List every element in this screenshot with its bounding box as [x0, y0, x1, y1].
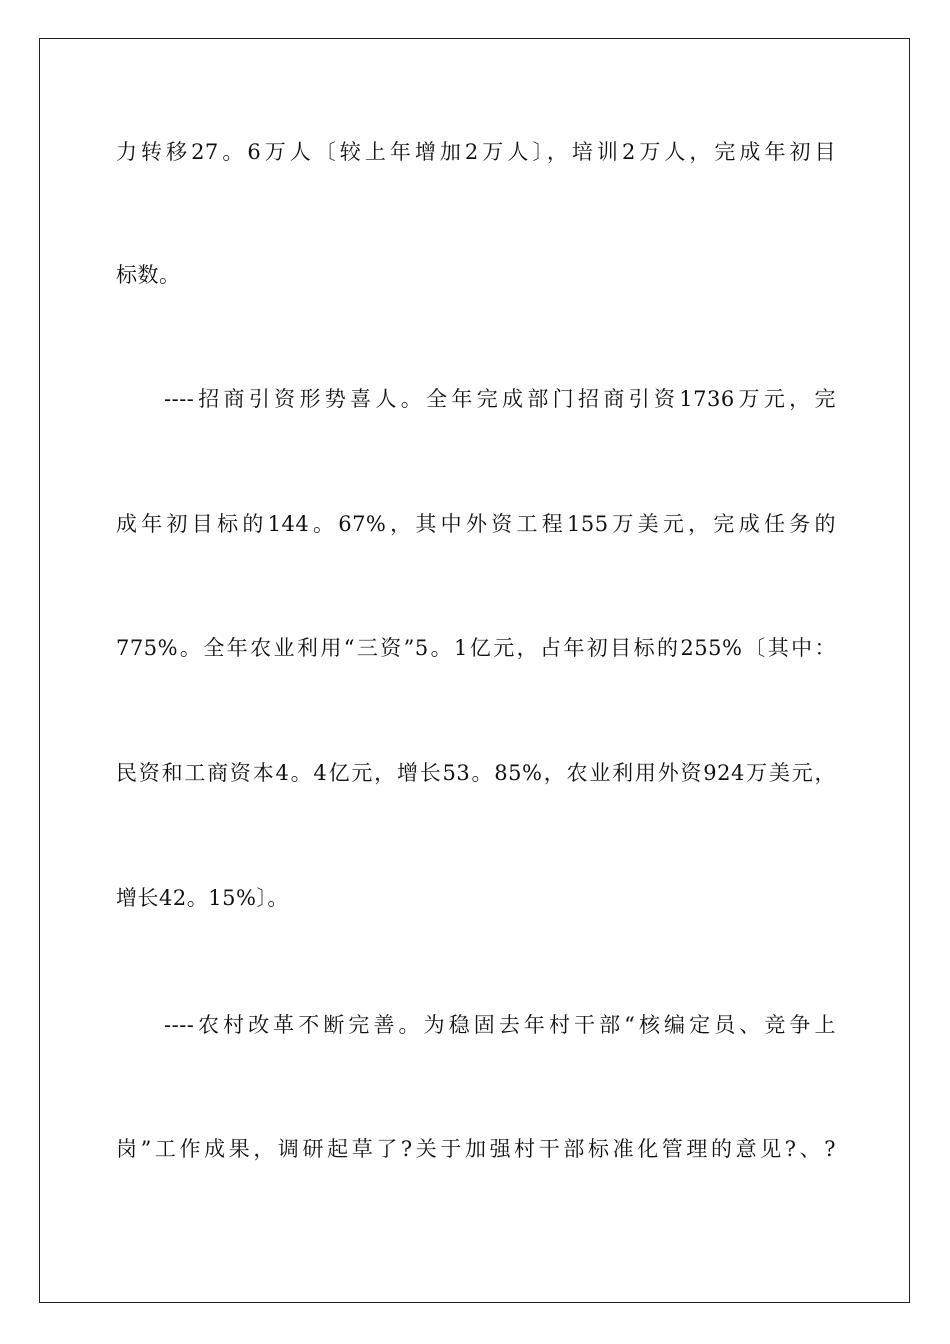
text-line-1: 力转移27。6万人〔较上年增加2万人〕，培训2万人，完成年初目: [116, 140, 836, 164]
text-line-9: 岗”工作成果，调研起草了?关于加强村干部标准化管理的意见?、?: [116, 1137, 836, 1161]
text-line-7: 增长42。15%〕。: [116, 886, 289, 910]
page-frame: [39, 38, 910, 1303]
text-line-5: 775%。全年农业利用“三资”5。1亿元，占年初目标的255%〔其中：: [116, 636, 836, 660]
text-line-8: ----农村改革不断完善。为稳固去年村干部“核编定员、竞争上: [164, 1013, 836, 1037]
text-line-2: 标数。: [116, 263, 181, 287]
text-line-3: ----招商引资形势喜人。全年完成部门招商引资1736万元，完: [164, 387, 836, 411]
text-line-4: 成年初目标的144。67%，其中外资工程155万美元，完成任务的: [116, 512, 836, 536]
text-line-6: 民资和工商资本4。4亿元，增长53。85%，农业利用外资924万美元，: [116, 761, 836, 785]
